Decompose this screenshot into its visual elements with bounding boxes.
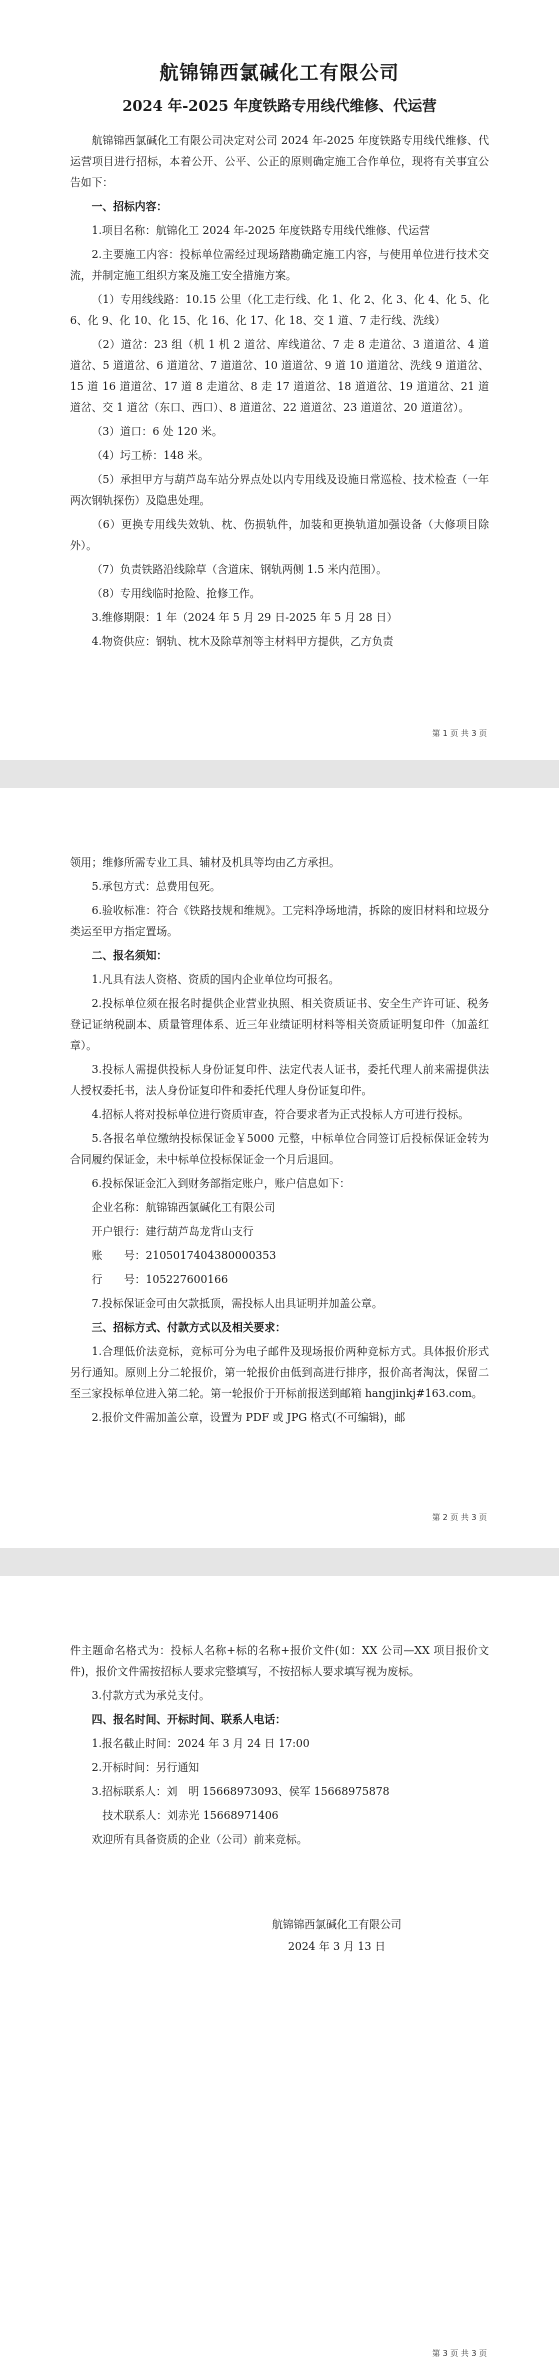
body-paragraph: 3.维修期限：1 年（2024 年 5 月 29 日-2025 年 5 月 28 日） xyxy=(91,611,398,624)
body-paragraph: 5.承包方式：总费用包死。 xyxy=(91,880,221,893)
body-paragraph: 6.验收标准：符合《铁路技规和维规》。工完料净场地清，拆除的废旧材料和垃圾分类运至甲方指定置场。 xyxy=(70,904,489,938)
page-1-body xyxy=(70,130,489,652)
body-paragraph: （6）更换专用线失效轨、枕、伤损轨件，加装和更换轨道加强设备（大修项目除外）。 xyxy=(70,518,489,552)
document-title: 航锦锦西氯碱化工有限公司 xyxy=(159,62,400,84)
body-paragraph: 件主题命名格式为：投标人名称+标的名称+报价文件(如：XX 公司—XX 项目报价文件)，报价文件需按招标人要求完整填写，不按招标人要求填写视为废标。 xyxy=(70,1644,489,1678)
body-paragraph: （1）专用线线路：10.15 公里（化工走行线、化 1、化 2、化 3、化 4、化 5、化 6、化 9、化 10、化 15、化 16、化 17、化 18、交 1 道、7 走行线、洗线） xyxy=(70,293,489,327)
page-number-footer: 第 1 页 共 3 页 xyxy=(432,729,487,738)
body-paragraph: 1.项目名称：航锦化工 2024 年-2025 年度铁路专用线代维修、代运营 xyxy=(91,224,430,237)
body-paragraph: 6.投标保证金汇入到财务部指定账户，账户信息如下： xyxy=(91,1177,351,1190)
body-paragraph: 2.主要施工内容：投标单位需经过现场踏勘确定施工内容，与使用单位进行技术交流，并制定施工组织方案及施工安全措施方案。 xyxy=(70,248,489,282)
page-3-body xyxy=(70,1640,489,1850)
body-paragraph: 5.各报名单位缴纳投标保证金￥5000 元整，中标单位合同签订后投标保证金转为合同履约保证金，未中标单位投标保证金一个月后退回。 xyxy=(70,1132,489,1166)
document-page-2 xyxy=(0,788,559,1548)
body-paragraph: 账 号：2105017404380000353 xyxy=(91,1249,277,1262)
body-paragraph: 领用；维修所需专业工具、辅材及机具等均由乙方承担。 xyxy=(70,856,340,869)
signature-block xyxy=(272,1914,402,1958)
body-paragraph: 1.报名截止时间：2024 年 3 月 24 日 17:00 xyxy=(91,1737,310,1750)
document-page-1 xyxy=(0,0,559,760)
body-paragraph: 1.凡具有法人资格、资质的国内企业单位均可报名。 xyxy=(91,973,340,986)
body-paragraph: 2.投标单位须在报名时提供企业营业执照、相关资质证书、安全生产许可证、税务登记证纳税副本、质量管理体系、近三年业绩证明材料等相关资质证明复印件（加盖红章）。 xyxy=(70,997,489,1052)
body-paragraph: 3.投标人需提供投标人身份证复印件、法定代表人证书，委托代理人前来需提供法人授权委托书，法人身份证复印件和委托代理人身份证复印件。 xyxy=(70,1063,489,1097)
document-subtitle: 2024 年-2025 年度铁路专用线代维修、代运营 xyxy=(122,98,437,115)
section-heading: 三、招标方式、付款方式以及相关要求： xyxy=(91,1321,286,1334)
body-paragraph: （4）圬工桥：148 米。 xyxy=(91,449,209,462)
body-paragraph: 1.合理低价法竞标，竞标可分为电子邮件及现场报价两种竞标方式。具体报价形式另行通知。原则上分二轮报价，第一轮报价由低到高进行排序，报价高者淘汰，保留二至三家投标单位进入第二轮。第一轮报价于开标前报送到邮箱 hangjinkj#163.com。 xyxy=(70,1345,489,1400)
body-paragraph: 开户银行：建行葫芦岛龙背山支行 xyxy=(91,1225,254,1238)
page-number-footer: 第 2 页 共 3 页 xyxy=(432,1513,487,1522)
body-paragraph: 4.招标人将对投标单位进行资质审查，符合要求者为正式投标人方可进行投标。 xyxy=(91,1108,469,1121)
page-number-footer: 第 3 页 共 3 页 xyxy=(432,2349,487,2358)
body-paragraph: 航锦锦西氯碱化工有限公司决定对公司 2024 年-2025 年度铁路专用线代维修、代运营项目进行招标，本着公开、公平、公正的原则确定施工合作单位，现将有关事宜公告如下： xyxy=(70,134,489,189)
body-paragraph: （3）道口：6 处 120 米。 xyxy=(91,425,223,438)
body-paragraph: 2.开标时间：另行通知 xyxy=(91,1761,200,1774)
section-heading: 二、报名须知： xyxy=(91,949,168,962)
body-paragraph: （2）道岔：23 组（机 1 机 2 道岔、库线道岔、7 走 8 走道岔、3 道道岔、4 道道岔、5 道道岔、6 道道岔、7 道道岔、10 道道岔、9 道 10 道道岔、洗线 9 道道岔、15 道 16 道道岔、17 道 8 走道岔、8 走 17 道道岔、18 道道岔、19 道道岔、21 道道岔、交 1 道岔（东口、西口）、8 道道岔、22 道道岔、23 道道岔、20 道道岔）。 xyxy=(70,338,489,414)
page-2-body xyxy=(70,852,489,1428)
body-paragraph: 行 号：105227600166 xyxy=(91,1273,229,1286)
body-paragraph: 7.投标保证金可由欠款抵顶，需投标人出具证明并加盖公章。 xyxy=(91,1297,383,1310)
body-paragraph: 欢迎所有具备资质的企业（公司）前来竞标。 xyxy=(91,1833,308,1846)
section-heading: 四、报名时间、开标时间、联系人电话： xyxy=(91,1713,286,1726)
body-paragraph: 4.物资供应：钢轨、枕木及除草剂等主材料甲方提供，乙方负责 xyxy=(91,635,394,648)
body-paragraph: 3.付款方式为承兑支付。 xyxy=(91,1689,210,1702)
body-paragraph: 技术联系人：刘赤光 15668971406 xyxy=(91,1809,279,1822)
body-paragraph: 3.招标联系人：刘 明 15668973093、侯军 15668975878 xyxy=(91,1785,390,1798)
body-paragraph: （8）专用线临时抢险、抢修工作。 xyxy=(91,587,261,600)
body-paragraph: （7）负责铁路沿线除草（含道床、钢轨两侧 1.5 米内范围）。 xyxy=(91,563,388,576)
document-page-3 xyxy=(0,1576,559,2374)
section-heading: 一、招标内容： xyxy=(91,200,168,213)
signature-company: 航锦锦西氯碱化工有限公司 xyxy=(272,1918,402,1931)
body-paragraph: 2.报价文件需加盖公章，设置为 PDF 或 JPG 格式(不可编辑)，邮 xyxy=(91,1411,406,1424)
body-paragraph: 企业名称：航锦锦西氯碱化工有限公司 xyxy=(91,1201,276,1214)
signature-date: 2024 年 3 月 13 日 xyxy=(287,1940,386,1953)
body-paragraph: （5）承担甲方与葫芦岛车站分界点处以内专用线及设施日常巡检、技术检查（一年两次钢轨探伤）及隐患处理。 xyxy=(70,473,489,507)
